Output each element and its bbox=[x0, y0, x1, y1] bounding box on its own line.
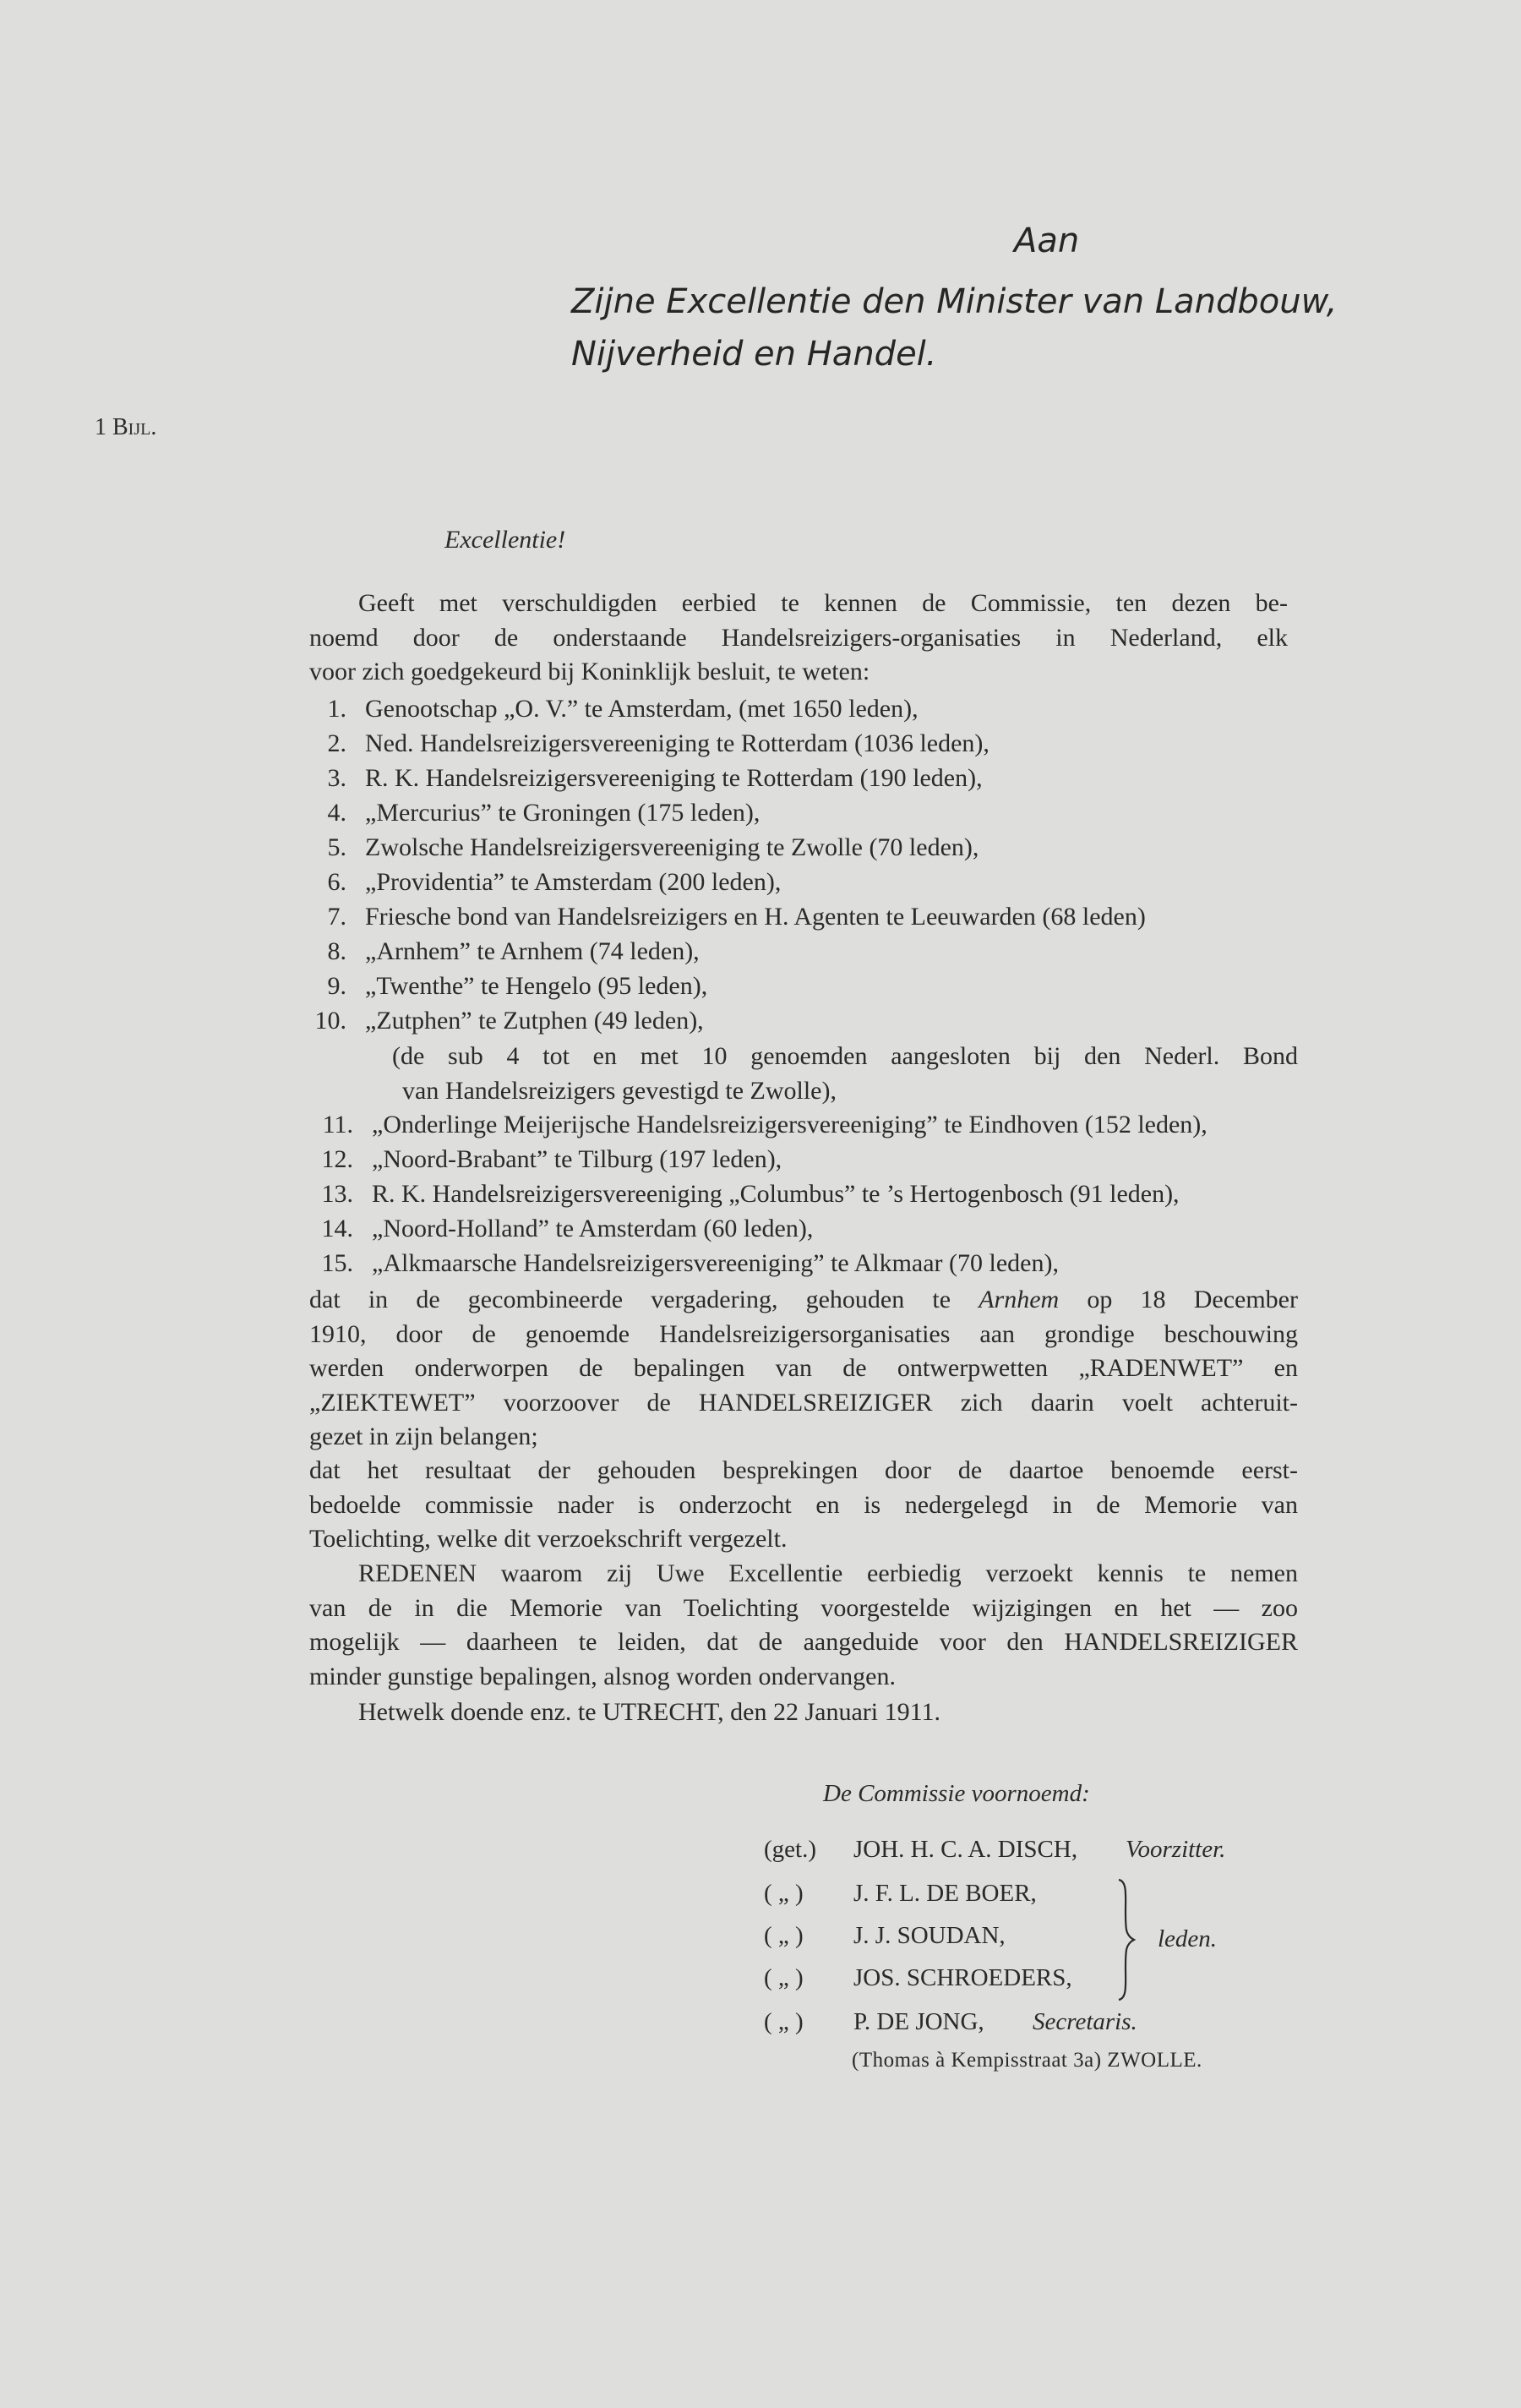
signature-prefix: ( „ ) bbox=[764, 2008, 804, 2035]
signature-heading: De Commissie voornoemd: bbox=[823, 1780, 1090, 1807]
list-item bbox=[327, 972, 708, 1001]
paragraph-request bbox=[309, 1557, 1298, 1694]
list-number: 9. bbox=[327, 972, 346, 1000]
list-number: 8. bbox=[327, 937, 346, 965]
list-item bbox=[321, 1180, 1180, 1209]
paragraph-line: gezet in zijn belangen; bbox=[309, 1422, 538, 1450]
note-line: (de sub 4 tot en met 10 genoemden aangesloten bij den Nederl. Bond bbox=[392, 1042, 1298, 1070]
paragraph-line: 1910, door de genoemde Handelsreizigersorganisaties aan grondige beschouwing bbox=[309, 1319, 1298, 1348]
list-item bbox=[314, 1007, 704, 1035]
paragraph-meeting bbox=[309, 1283, 1298, 1455]
signature-name: P. DE JONG, bbox=[853, 2008, 984, 2035]
closing-line: Hetwelk doende enz. te UTRECHT, den 22 Januari 1911. bbox=[358, 1698, 940, 1726]
list-number: 6. bbox=[327, 868, 346, 896]
paragraph-line bbox=[309, 1283, 1298, 1318]
list-text: „Mercurius” te Groningen (175 leden), bbox=[365, 799, 760, 827]
list-text: R. K. Handelsreizigersvereeniging te Rotterdam (190 leden), bbox=[365, 764, 983, 792]
brace-icon bbox=[1114, 1878, 1139, 2001]
members-label: leden. bbox=[1158, 1925, 1218, 1952]
list-item bbox=[327, 868, 782, 897]
paragraph-text: dat in de gecombineerde vergadering, gehouden te bbox=[309, 1286, 951, 1313]
list-item bbox=[327, 764, 983, 793]
list-number: 7. bbox=[327, 903, 346, 931]
paragraph-line: „ZIEKTEWET” voorzoover de HANDELSREIZIGER zich daarin voelt achteruit- bbox=[309, 1388, 1298, 1417]
affiliation-note bbox=[392, 1040, 1298, 1108]
list-text: „Providentia” te Amsterdam (200 leden), bbox=[365, 868, 782, 896]
list-text: „Twenthe” te Hengelo (95 leden), bbox=[365, 972, 708, 1000]
list-item bbox=[327, 833, 979, 862]
signature-prefix: ( „ ) bbox=[764, 1964, 804, 1991]
paragraph-line: dat het resultaat der gehouden besprekingen door de daartoe benoemde eerst- bbox=[309, 1456, 1298, 1484]
list-item bbox=[322, 1111, 1208, 1139]
intro-line: Geeft met verschuldigden eerbied te kennen de Commissie, ten dezen be- bbox=[358, 589, 1288, 617]
signature-name: J. J. SOUDAN, bbox=[853, 1922, 1006, 1949]
list-number: 13. bbox=[321, 1180, 353, 1208]
list-item bbox=[321, 1249, 1059, 1278]
signature-role: Voorzitter. bbox=[1126, 1836, 1226, 1863]
paragraph-text: op 18 December bbox=[1087, 1286, 1298, 1313]
paragraph-line: minder gunstige bepalingen, alsnog worden ondervangen. bbox=[309, 1662, 896, 1690]
list-number: 12. bbox=[321, 1145, 353, 1173]
list-item bbox=[327, 937, 700, 966]
signature-role: Secretaris. bbox=[1033, 2008, 1137, 2035]
addressee-line-2: Nijverheid en Handel. bbox=[571, 335, 937, 374]
enclosure-note: 1 Bijl. bbox=[95, 414, 157, 440]
paragraph-line: bedoelde commissie nader is onderzocht en is nedergelegd in de Memorie van bbox=[309, 1490, 1298, 1519]
list-number: 14. bbox=[321, 1215, 353, 1242]
paragraph-line: werden onderworpen de bepalingen van de ontwerpwetten „RADENWET” en bbox=[309, 1354, 1298, 1382]
paragraph-line: mogelijk — daarheen te leiden, dat de aangeduide voor den HANDELSREIZIGER bbox=[309, 1628, 1298, 1656]
addressee-line-1: Zijne Excellentie den Minister van Landbouw, bbox=[571, 282, 1338, 321]
signature-prefix: (get.) bbox=[764, 1836, 816, 1863]
intro-line: voor zich goedgekeurd bij Koninklijk besluit, te weten: bbox=[309, 658, 870, 685]
list-text: „Noord-Brabant” te Tilburg (197 leden), bbox=[372, 1145, 782, 1173]
list-item bbox=[327, 903, 1146, 931]
list-text: Ned. Handelsreizigersvereeniging te Rotterdam (1036 leden), bbox=[365, 729, 989, 757]
list-number: 11. bbox=[322, 1111, 353, 1138]
secretary-address: (Thomas à Kempisstraat 3a) ZWOLLE. bbox=[852, 2049, 1202, 2072]
intro-line: noemd door de onderstaande Handelsreizigers-organisaties in Nederland, elk bbox=[309, 623, 1288, 652]
signature-name: J. F. L. DE BOER, bbox=[853, 1880, 1037, 1907]
list-text: Genootschap „O. V.” te Amsterdam, (met 1650 leden), bbox=[365, 695, 919, 723]
signature-prefix: ( „ ) bbox=[764, 1922, 804, 1949]
intro-paragraph bbox=[309, 587, 1288, 690]
list-item bbox=[327, 695, 919, 723]
list-number: 4. bbox=[327, 799, 346, 827]
list-text: Friesche bond van Handelsreizigers en H. Agenten te Leeuwarden (68 leden) bbox=[365, 903, 1146, 931]
list-number: 5. bbox=[327, 833, 346, 861]
signature-prefix: ( „ ) bbox=[764, 1880, 804, 1907]
list-number: 1. bbox=[327, 695, 346, 723]
signature-name: JOH. H. C. A. DISCH, bbox=[853, 1836, 1078, 1863]
salutation: Excellentie! bbox=[444, 526, 566, 554]
list-text: „Alkmaarsche Handelsreizigersvereeniging” te Alkmaar (70 leden), bbox=[372, 1249, 1059, 1277]
list-number: 15. bbox=[321, 1249, 353, 1277]
list-number: 10. bbox=[314, 1007, 346, 1035]
list-text: Zwolsche Handelsreizigersvereeniging te Zwolle (70 leden), bbox=[365, 833, 979, 861]
list-text: „Zutphen” te Zutphen (49 leden), bbox=[365, 1007, 704, 1035]
list-text: „Noord-Holland” te Amsterdam (60 leden), bbox=[372, 1215, 814, 1242]
list-number: 3. bbox=[327, 764, 346, 792]
aan-heading: Aan bbox=[1014, 221, 1080, 260]
list-text: „Arnhem” te Arnhem (74 leden), bbox=[365, 937, 700, 965]
list-item bbox=[321, 1145, 782, 1174]
paragraph-line: REDENEN waarom zij Uwe Excellentie eerbiedig verzoekt kennis te nemen bbox=[358, 1559, 1298, 1587]
paragraph-line: Toelichting, welke dit verzoekschrift vergezelt. bbox=[309, 1525, 788, 1553]
meeting-place: Arnhem bbox=[979, 1286, 1060, 1313]
signature-name: JOS. SCHROEDERS, bbox=[853, 1964, 1072, 1991]
list-text: R. K. Handelsreizigersvereeniging „Columbus” te ’s Hertogenbosch (91 leden), bbox=[372, 1180, 1180, 1208]
list-item bbox=[327, 799, 760, 827]
paragraph-line: van de in die Memorie van Toelichting voorgestelde wijzigingen en het — zoo bbox=[309, 1593, 1298, 1622]
list-item bbox=[321, 1215, 814, 1243]
list-text: „Onderlinge Meijerijsche Handelsreizigersvereeniging” te Eindhoven (152 leden), bbox=[372, 1111, 1208, 1138]
note-line: van Handelsreizigers gevestigd te Zwolle), bbox=[402, 1076, 837, 1105]
paragraph-results bbox=[309, 1454, 1298, 1557]
list-number: 2. bbox=[327, 729, 346, 757]
list-item bbox=[327, 729, 989, 758]
